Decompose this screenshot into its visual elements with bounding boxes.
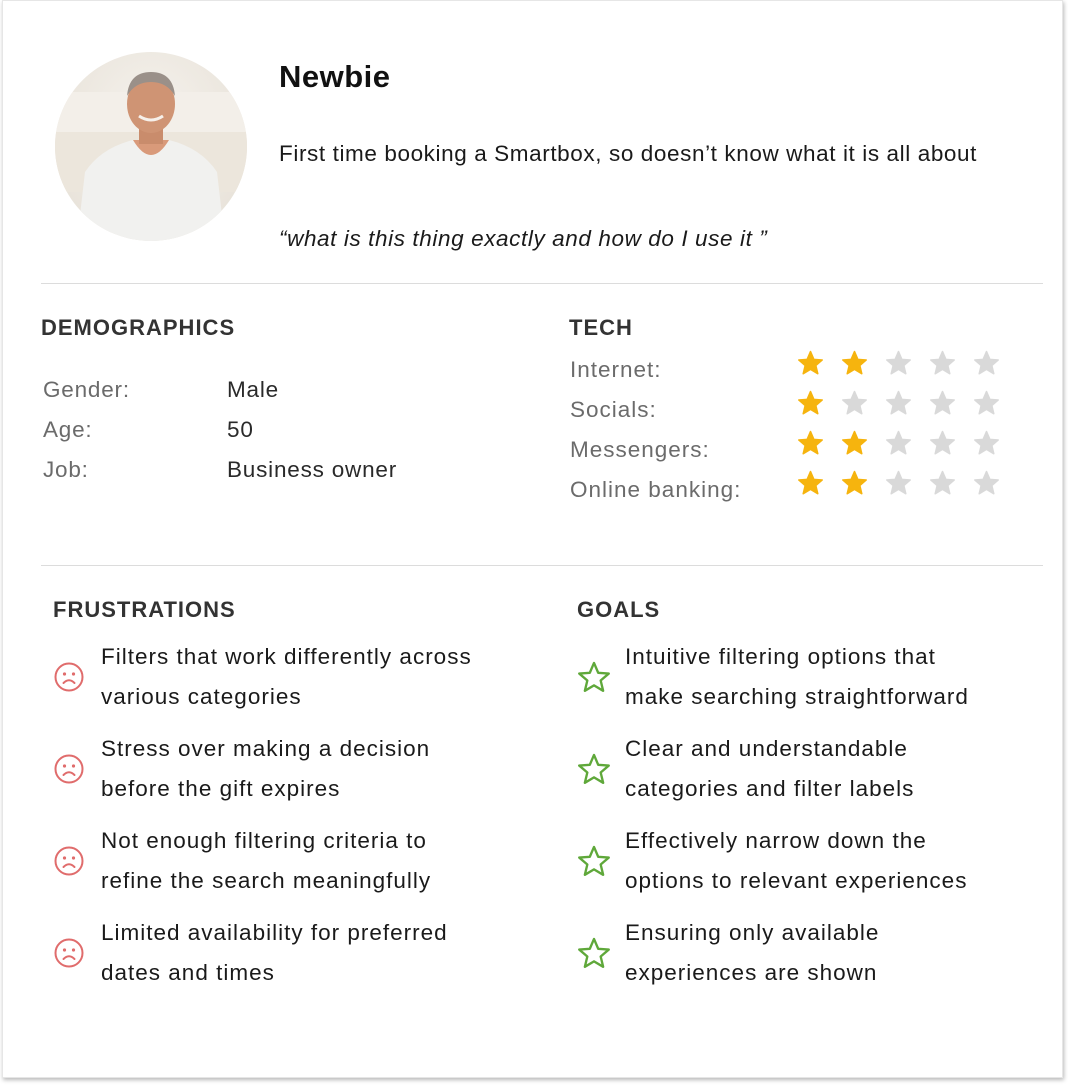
demographics-gender-label: Gender: bbox=[43, 377, 130, 402]
star-outline-icon bbox=[577, 661, 611, 700]
goal-item-line: options to relevant experiences bbox=[625, 868, 968, 893]
demographics-gender-value: Male bbox=[227, 377, 279, 402]
star-empty-icon bbox=[973, 430, 1000, 457]
frustration-item-line: before the gift expires bbox=[101, 776, 341, 801]
star-filled-icon bbox=[797, 470, 824, 497]
star-filled-icon bbox=[841, 350, 868, 377]
goals-title: GOALS bbox=[577, 597, 661, 622]
frustration-item bbox=[101, 913, 448, 993]
tech-socials-rating bbox=[797, 390, 1017, 420]
star-empty-icon bbox=[885, 390, 912, 417]
star-empty-icon bbox=[929, 470, 956, 497]
frustration-item bbox=[101, 821, 431, 901]
tech-messengers-rating bbox=[797, 430, 1017, 460]
persona-description: First time booking a Smartbox, so doesn’t know what it is all about bbox=[279, 141, 978, 166]
goal-item-line: Effectively narrow down the bbox=[625, 828, 927, 853]
star-outline-icon bbox=[577, 753, 611, 792]
tech-internet-rating bbox=[797, 350, 1017, 380]
goal-item bbox=[625, 729, 914, 809]
tech-online-banking-rating bbox=[797, 470, 1017, 500]
sad-face-icon bbox=[53, 845, 85, 882]
goal-item bbox=[625, 821, 967, 901]
persona-card bbox=[2, 0, 1063, 1078]
goal-item-line: make searching straightforward bbox=[625, 684, 969, 709]
goal-item-line: Intuitive filtering options that bbox=[625, 644, 936, 669]
frustration-item-line: various categories bbox=[101, 684, 302, 709]
star-empty-icon bbox=[841, 390, 868, 417]
frustrations-title: FRUSTRATIONS bbox=[53, 597, 236, 622]
header-divider bbox=[41, 283, 1043, 284]
star-filled-icon bbox=[797, 350, 824, 377]
star-empty-icon bbox=[885, 470, 912, 497]
frustration-item-line: refine the search meaningfully bbox=[101, 868, 432, 893]
star-filled-icon bbox=[841, 430, 868, 457]
sad-face-icon bbox=[53, 753, 85, 790]
star-filled-icon bbox=[841, 470, 868, 497]
star-empty-icon bbox=[929, 390, 956, 417]
goal-item bbox=[625, 637, 969, 717]
sad-face-icon bbox=[53, 661, 85, 698]
tech-socials-label: Socials: bbox=[570, 397, 657, 422]
goal-item-line: experiences are shown bbox=[625, 960, 878, 985]
star-filled-icon bbox=[797, 390, 824, 417]
goal-item-line: Ensuring only available bbox=[625, 920, 880, 945]
frustration-item bbox=[101, 637, 472, 717]
star-empty-icon bbox=[885, 350, 912, 377]
frustration-item bbox=[101, 729, 430, 809]
persona-avatar bbox=[55, 52, 247, 241]
tech-title: TECH bbox=[569, 315, 633, 340]
demographics-age-label: Age: bbox=[43, 417, 93, 442]
star-empty-icon bbox=[929, 350, 956, 377]
frustration-item-line: Not enough filtering criteria to bbox=[101, 828, 427, 853]
persona-name: Newbie bbox=[279, 59, 391, 94]
demographics-job-label: Job: bbox=[43, 457, 89, 482]
star-outline-icon bbox=[577, 937, 611, 976]
demographics-title: DEMOGRAPHICS bbox=[41, 315, 236, 340]
star-filled-icon bbox=[797, 430, 824, 457]
frustration-item-line: Filters that work differently across bbox=[101, 644, 472, 669]
tech-online-banking-label: Online banking: bbox=[570, 477, 742, 502]
demographics-age-value: 50 bbox=[227, 417, 254, 442]
goal-item-line: Clear and understandable bbox=[625, 736, 908, 761]
star-outline-icon bbox=[577, 845, 611, 884]
star-empty-icon bbox=[973, 350, 1000, 377]
middle-divider bbox=[41, 565, 1043, 566]
demographics-job-value: Business owner bbox=[227, 457, 398, 482]
tech-messengers-label: Messengers: bbox=[570, 437, 710, 462]
frustration-item-line: dates and times bbox=[101, 960, 275, 985]
star-empty-icon bbox=[885, 430, 912, 457]
tech-internet-label: Internet: bbox=[570, 357, 662, 382]
star-empty-icon bbox=[973, 470, 1000, 497]
sad-face-icon bbox=[53, 937, 85, 974]
persona-quote: “what is this thing exactly and how do I use it ” bbox=[279, 226, 768, 251]
goal-item-line: categories and filter labels bbox=[625, 776, 915, 801]
goal-item bbox=[625, 913, 879, 993]
star-empty-icon bbox=[973, 390, 1000, 417]
frustration-item-line: Stress over making a decision bbox=[101, 736, 431, 761]
star-empty-icon bbox=[929, 430, 956, 457]
frustration-item-line: Limited availability for preferred bbox=[101, 920, 448, 945]
